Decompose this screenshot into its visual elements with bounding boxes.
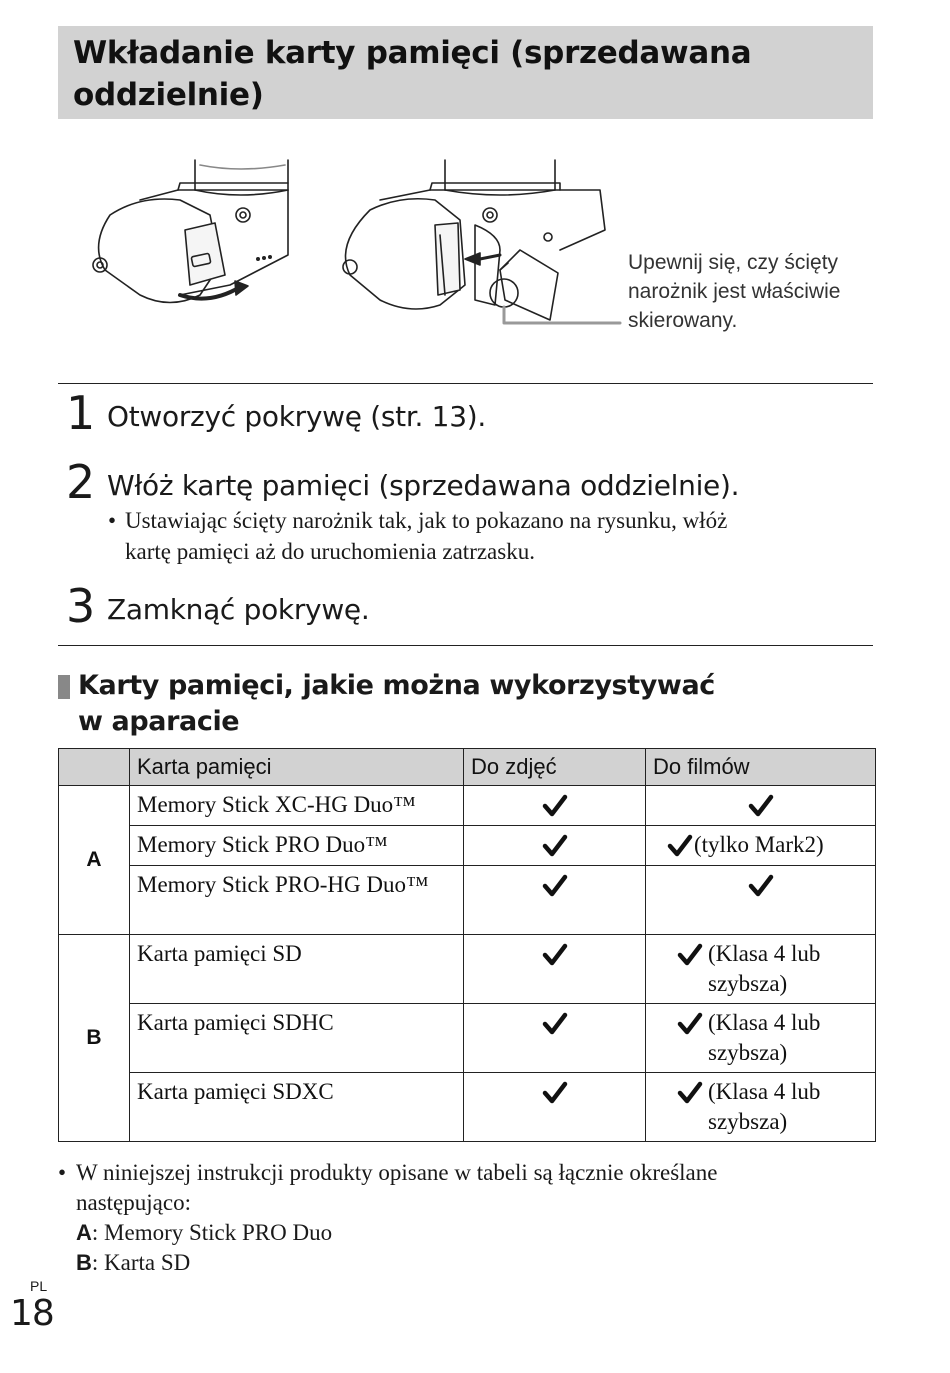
memory-card-table: [58, 748, 876, 1142]
group-label-a: A: [59, 786, 130, 935]
checkmark-icon: [541, 1011, 569, 1037]
header-card: Karta pamięci: [130, 749, 464, 786]
movie-note-line-2: szybsza): [708, 1040, 788, 1065]
header-photo: Do zdjęć: [464, 749, 646, 786]
checkmark-icon: [747, 793, 775, 819]
table-row: [59, 935, 876, 1004]
card-name: Karta pamięci SDXC: [130, 1073, 464, 1142]
photo-cell: [464, 826, 646, 866]
card-name: Memory Stick XC-HG Duo™: [130, 786, 464, 826]
header-movie: Do filmów: [646, 749, 876, 786]
table-row: [59, 1073, 876, 1142]
checkmark-icon: [541, 1080, 569, 1106]
legend-value: : Memory Stick PRO Duo: [91, 1220, 333, 1245]
step-number: 3: [66, 579, 94, 633]
page-title-line-2: oddzielnie): [73, 77, 264, 113]
callout-line-3: skierowany.: [628, 309, 738, 332]
footnote-line-1: W niniejszej instrukcji produkty opisane w tabeli są łącznie określane: [76, 1160, 718, 1185]
group-label-b: B: [59, 935, 130, 1142]
camera-card-insert-drawing: [343, 160, 620, 323]
camera-card-insertion-illustration: [80, 155, 640, 345]
header-group: [59, 749, 130, 786]
table-header-row: [59, 749, 876, 786]
page-language: PL: [30, 1278, 48, 1294]
table-row: [59, 866, 876, 935]
checkmark-icon: [676, 1080, 704, 1106]
callout-line-2: narożnik jest właściwie: [628, 280, 841, 303]
divider-bottom: [58, 645, 873, 646]
callout-line-1: Upewnij się, czy ścięty: [628, 251, 839, 274]
illustration-callout: [628, 248, 873, 335]
bullet-line-1: Ustawiając ścięty narożnik tak, jak to pokazano na rysunku, włóż: [125, 508, 728, 533]
camera-open-cover-drawing: [93, 160, 288, 303]
step-text: Zamknąć pokrywę.: [107, 593, 370, 626]
photo-cell: [464, 1004, 646, 1073]
bullet-dot: •: [108, 508, 117, 533]
card-name: Karta pamięci SD: [130, 935, 464, 1004]
movie-cell: [646, 1004, 876, 1073]
table-row: [59, 786, 876, 826]
checkmark-icon: [541, 873, 569, 899]
page-title: [73, 32, 858, 116]
legend-a: [58, 1218, 873, 1248]
page-number: 18: [10, 1293, 54, 1334]
table-footnote: [58, 1158, 873, 1278]
checkmark-icon: [747, 873, 775, 899]
checkmark-icon: [676, 942, 704, 968]
movie-note-line-2: szybsza): [708, 971, 788, 996]
movie-cell: [646, 826, 876, 866]
legend-b: [58, 1248, 873, 1278]
card-name: Memory Stick PRO-HG Duo™: [130, 866, 464, 935]
legend-key: A: [76, 1220, 92, 1245]
page-title-line-1: Wkładanie karty pamięci (sprzedawana: [73, 35, 752, 71]
movie-note-line-2: szybsza): [708, 1109, 788, 1134]
bullet-line-2: kartę pamięci aż do uruchomienia zatrzasku.: [125, 539, 535, 564]
divider-top: [58, 383, 873, 384]
bullet-dot: •: [58, 1160, 67, 1185]
movie-note-line-1: (Klasa 4 lub: [708, 1010, 821, 1035]
legend-key: B: [76, 1250, 92, 1275]
movie-note-line-1: (Klasa 4 lub: [708, 1079, 821, 1104]
section-heading-line-2: w aparacie: [78, 706, 240, 737]
section-heading-line-1: Karty pamięci, jakie można wykorzystywać: [78, 670, 715, 701]
photo-cell: [464, 866, 646, 935]
step-number: 1: [66, 386, 94, 440]
movie-cell: [646, 786, 876, 826]
step-text: Otworzyć pokrywę (str. 13).: [107, 400, 486, 433]
footnote-line-2: następująco:: [76, 1190, 191, 1215]
movie-cell: [646, 935, 876, 1004]
movie-note: (tylko Mark2): [694, 832, 824, 857]
table-row: [59, 826, 876, 866]
photo-cell: [464, 786, 646, 826]
photo-cell: [464, 1073, 646, 1142]
legend-value: : Karta SD: [91, 1250, 191, 1275]
page-title-box: [58, 26, 873, 119]
checkmark-icon: [541, 942, 569, 968]
photo-cell: [464, 935, 646, 1004]
checkmark-icon: [676, 1011, 704, 1037]
movie-cell: [646, 866, 876, 935]
card-name: Memory Stick PRO Duo™: [130, 826, 464, 866]
checkmark-icon: [666, 833, 694, 859]
movie-note-line-1: (Klasa 4 lub: [708, 941, 821, 966]
section-heading: [58, 668, 858, 740]
checkmark-icon: [541, 833, 569, 859]
step-number: 2: [66, 455, 94, 509]
movie-cell: [646, 1073, 876, 1142]
card-name: Karta pamięci SDHC: [130, 1004, 464, 1073]
table-row: [59, 1004, 876, 1073]
checkmark-icon: [541, 793, 569, 819]
step-text: Włóż kartę pamięci (sprzedawana oddzielnie).: [107, 469, 740, 502]
step-2-bullet: [108, 505, 873, 567]
heading-bar-icon: [58, 675, 70, 699]
